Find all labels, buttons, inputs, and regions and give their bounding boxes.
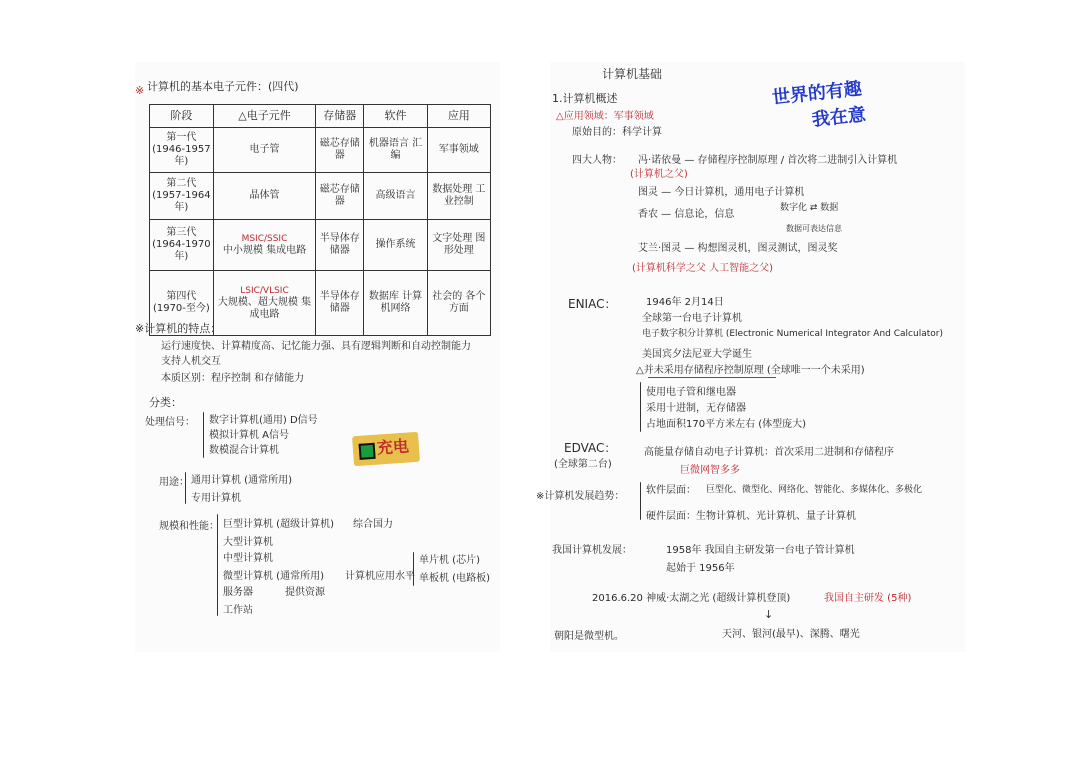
red-underline	[648, 377, 776, 378]
features-heading: ※计算机的特点：	[135, 322, 222, 335]
stage-name: 第四代	[166, 291, 197, 302]
shannon-note: 数据可表达信息	[786, 224, 842, 233]
software-cell: 操作系统	[364, 220, 427, 271]
table-header-row	[150, 105, 491, 128]
perf-note: 提供资源	[285, 587, 325, 598]
list-item: 数模混合计算机	[209, 445, 279, 456]
person-line: 图灵 — 今日计算机，通用电子计算机	[638, 187, 805, 198]
element-abbrev: LSIC/VLSIC	[240, 286, 289, 296]
eniac-sub: 采用十进制，无存储器	[646, 403, 746, 414]
section-heading: 1.计算机概述	[552, 92, 618, 105]
list-item: 模拟计算机 A信号	[209, 430, 290, 441]
shannon-arrow: 数字化 ⇄ 数据	[780, 203, 839, 213]
eniac-line: △并未采用存储程序控制原理 (全球唯一一个未采用)	[636, 365, 865, 376]
trend-heading: ※计算机发展趋势：	[536, 491, 625, 502]
list-item: 通用计算机 (通常所用)	[191, 475, 292, 486]
trend-hardware: 硬件层面：生物计算机、光计算机、量子计算机	[646, 511, 856, 522]
people-label: 四大人物：	[572, 155, 622, 166]
brace-mark	[203, 412, 204, 458]
memory-cell: 磁芯存储器	[316, 173, 364, 220]
list-item: 单板机 (电路板)	[419, 573, 490, 584]
brace-mark	[640, 482, 641, 520]
feature-line: 支持人机交互	[161, 356, 221, 367]
brace-mark	[413, 552, 414, 586]
header-element: △电子元件	[213, 105, 315, 128]
element-cell: 晶体管	[213, 173, 315, 220]
person-line: 冯·诺依曼 — 存储程序控制原理 / 首次将二进制引入计算机	[638, 155, 898, 166]
application-cell: 社会的 各个方面	[427, 271, 490, 336]
eniac-sub: 使用电子管和继电器	[646, 387, 736, 398]
list-item: 巨型计算机 (超级计算机)	[223, 519, 334, 530]
china-line: 1958年 我国自主研发第一台电子管计算机	[666, 545, 855, 556]
software-cell: 机器语言 汇编	[364, 128, 427, 173]
trend-tag: 巨微网智多多	[680, 465, 740, 476]
header-memory: 存储器	[316, 105, 364, 128]
classify-heading: 分类：	[149, 396, 182, 409]
right-notebook-page	[536, 62, 965, 652]
element-cell: 电子管	[213, 128, 315, 173]
page-title: 计算机基础	[602, 67, 663, 81]
list-item: 服务器	[223, 587, 253, 598]
stage-cell	[150, 128, 214, 173]
edvac-text: 高能量存储自动电子计算机：首次采用二进制和存储程序	[644, 447, 894, 458]
charge-sticker	[352, 432, 420, 467]
application-cell: 数据处理 工业控制	[427, 173, 490, 220]
feature-line: 运行速度快、计算精度高、记忆能力强、具有逻辑判断和自动控制能力	[161, 341, 471, 352]
down-arrow-icon: ↓	[764, 608, 774, 621]
stage-years: (1964-1970年)	[152, 239, 211, 262]
element-cell	[213, 220, 315, 271]
brace-mark	[640, 382, 641, 432]
list-item: 工作站	[223, 605, 253, 616]
feature-line: 本质区别：程序控制 和存储能力	[161, 373, 305, 384]
elements-heading: 计算机的基本电子元件：(四代)	[147, 80, 299, 93]
list-item: 专用计算机	[191, 493, 241, 504]
person-tag: (计算机之父)	[630, 169, 688, 180]
stage-cell	[150, 220, 214, 271]
asterisk-mark: ※	[135, 84, 145, 97]
taihu-tag: 我国自主研发 (5种)	[824, 593, 912, 604]
eniac-line: 电子数字积分计算机 (Electronic Numerical Integrator And Calculator)	[642, 329, 943, 339]
brace-mark	[217, 514, 218, 616]
original-goal: 原始目的：科学计算	[572, 127, 662, 138]
app-field: △应用领域：军事领域	[556, 111, 654, 122]
header-software: 软件	[364, 105, 427, 128]
element-abbrev: MSIC/SSIC	[241, 234, 288, 244]
motto-stamp	[768, 68, 888, 138]
edvac-sub: (全球第二台)	[554, 459, 612, 470]
signal-label: 处理信号：	[145, 417, 195, 428]
eniac-line: 美国宾夕法尼亚大学诞生	[642, 349, 752, 360]
list-item: 数字计算机(通用) D信号	[209, 415, 318, 426]
list-item: 大型计算机	[223, 537, 273, 548]
element-text: 中小规模 集成电路	[222, 245, 307, 256]
stage-name: 第三代	[166, 227, 197, 238]
application-cell: 军事领域	[427, 128, 490, 173]
software-cell: 高级语言	[364, 173, 427, 220]
stage-years: (1970-至今)	[152, 303, 210, 314]
person-line: 艾兰·图灵 — 构想图灵机，图灵测试，图灵奖	[638, 243, 838, 254]
sticker-text: 充电	[376, 436, 410, 458]
china-line: 起始于 1956年	[666, 563, 735, 574]
stage-name: 第一代	[166, 132, 197, 143]
brace-mark	[185, 472, 186, 504]
eniac-line: 全球第一台电子计算机	[642, 313, 742, 324]
eniac-sub: 占地面积170平方米左右 (体型庞大)	[646, 419, 807, 430]
table-row	[150, 128, 491, 173]
stage-years: (1957-1964年)	[152, 190, 211, 213]
list-item: 单片机 (芯片)	[419, 555, 480, 566]
perf-label: 规模和性能：	[159, 521, 219, 532]
edvac-label: EDVAC：	[564, 441, 617, 455]
memory-cell: 半导体存储器	[316, 271, 364, 336]
super-list: 天河、银河(最早)、深腾、曙光	[722, 629, 860, 640]
software-cell: 数据库 计算机网络	[364, 271, 427, 336]
stamp-line: 世界的有趣	[771, 78, 863, 109]
list-item: 中型计算机	[223, 553, 273, 564]
stage-cell	[150, 173, 214, 220]
stage-name: 第二代	[166, 178, 197, 189]
list-item: 微型计算机 (通常所用)	[223, 571, 324, 582]
header-application: 应用	[427, 105, 490, 128]
generations-table	[149, 104, 491, 336]
left-notebook-page	[135, 62, 500, 652]
stamp-line: 我在意	[810, 104, 867, 131]
eniac-date: 1946年 2月14日	[646, 297, 724, 308]
person-line: 香农 — 信息论，信息	[638, 209, 735, 220]
history-micro: 朝阳是微型机。	[554, 631, 624, 642]
turing-tag: (计算机科学之父 人工智能之父)	[632, 263, 773, 274]
trend-software-label: 软件层面：	[646, 485, 696, 496]
element-text: 大规模、超大规模 集成电路	[217, 297, 312, 320]
china-label: 我国计算机发展：	[552, 545, 632, 556]
battery-icon	[359, 443, 376, 460]
trend-software: 巨型化、微型化、网络化、智能化、多媒体化、多极化	[706, 485, 923, 495]
perf-note: 综合国力	[353, 519, 393, 530]
use-label: 用途：	[159, 477, 189, 488]
taihu-line: 2016.6.20 神威·太湖之光 (超级计算机登顶)	[592, 593, 791, 604]
eniac-label: ENIAC：	[568, 297, 617, 311]
table-row	[150, 173, 491, 220]
memory-cell: 磁芯存储器	[316, 128, 364, 173]
table-row	[150, 220, 491, 271]
micro-note: 计算机应用水平	[345, 571, 415, 582]
element-cell	[213, 271, 315, 336]
stage-years: (1946-1957年)	[152, 144, 211, 167]
memory-cell: 半导体存储器	[316, 220, 364, 271]
application-cell: 文字处理 图形处理	[427, 220, 490, 271]
header-stage: 阶段	[150, 105, 214, 128]
